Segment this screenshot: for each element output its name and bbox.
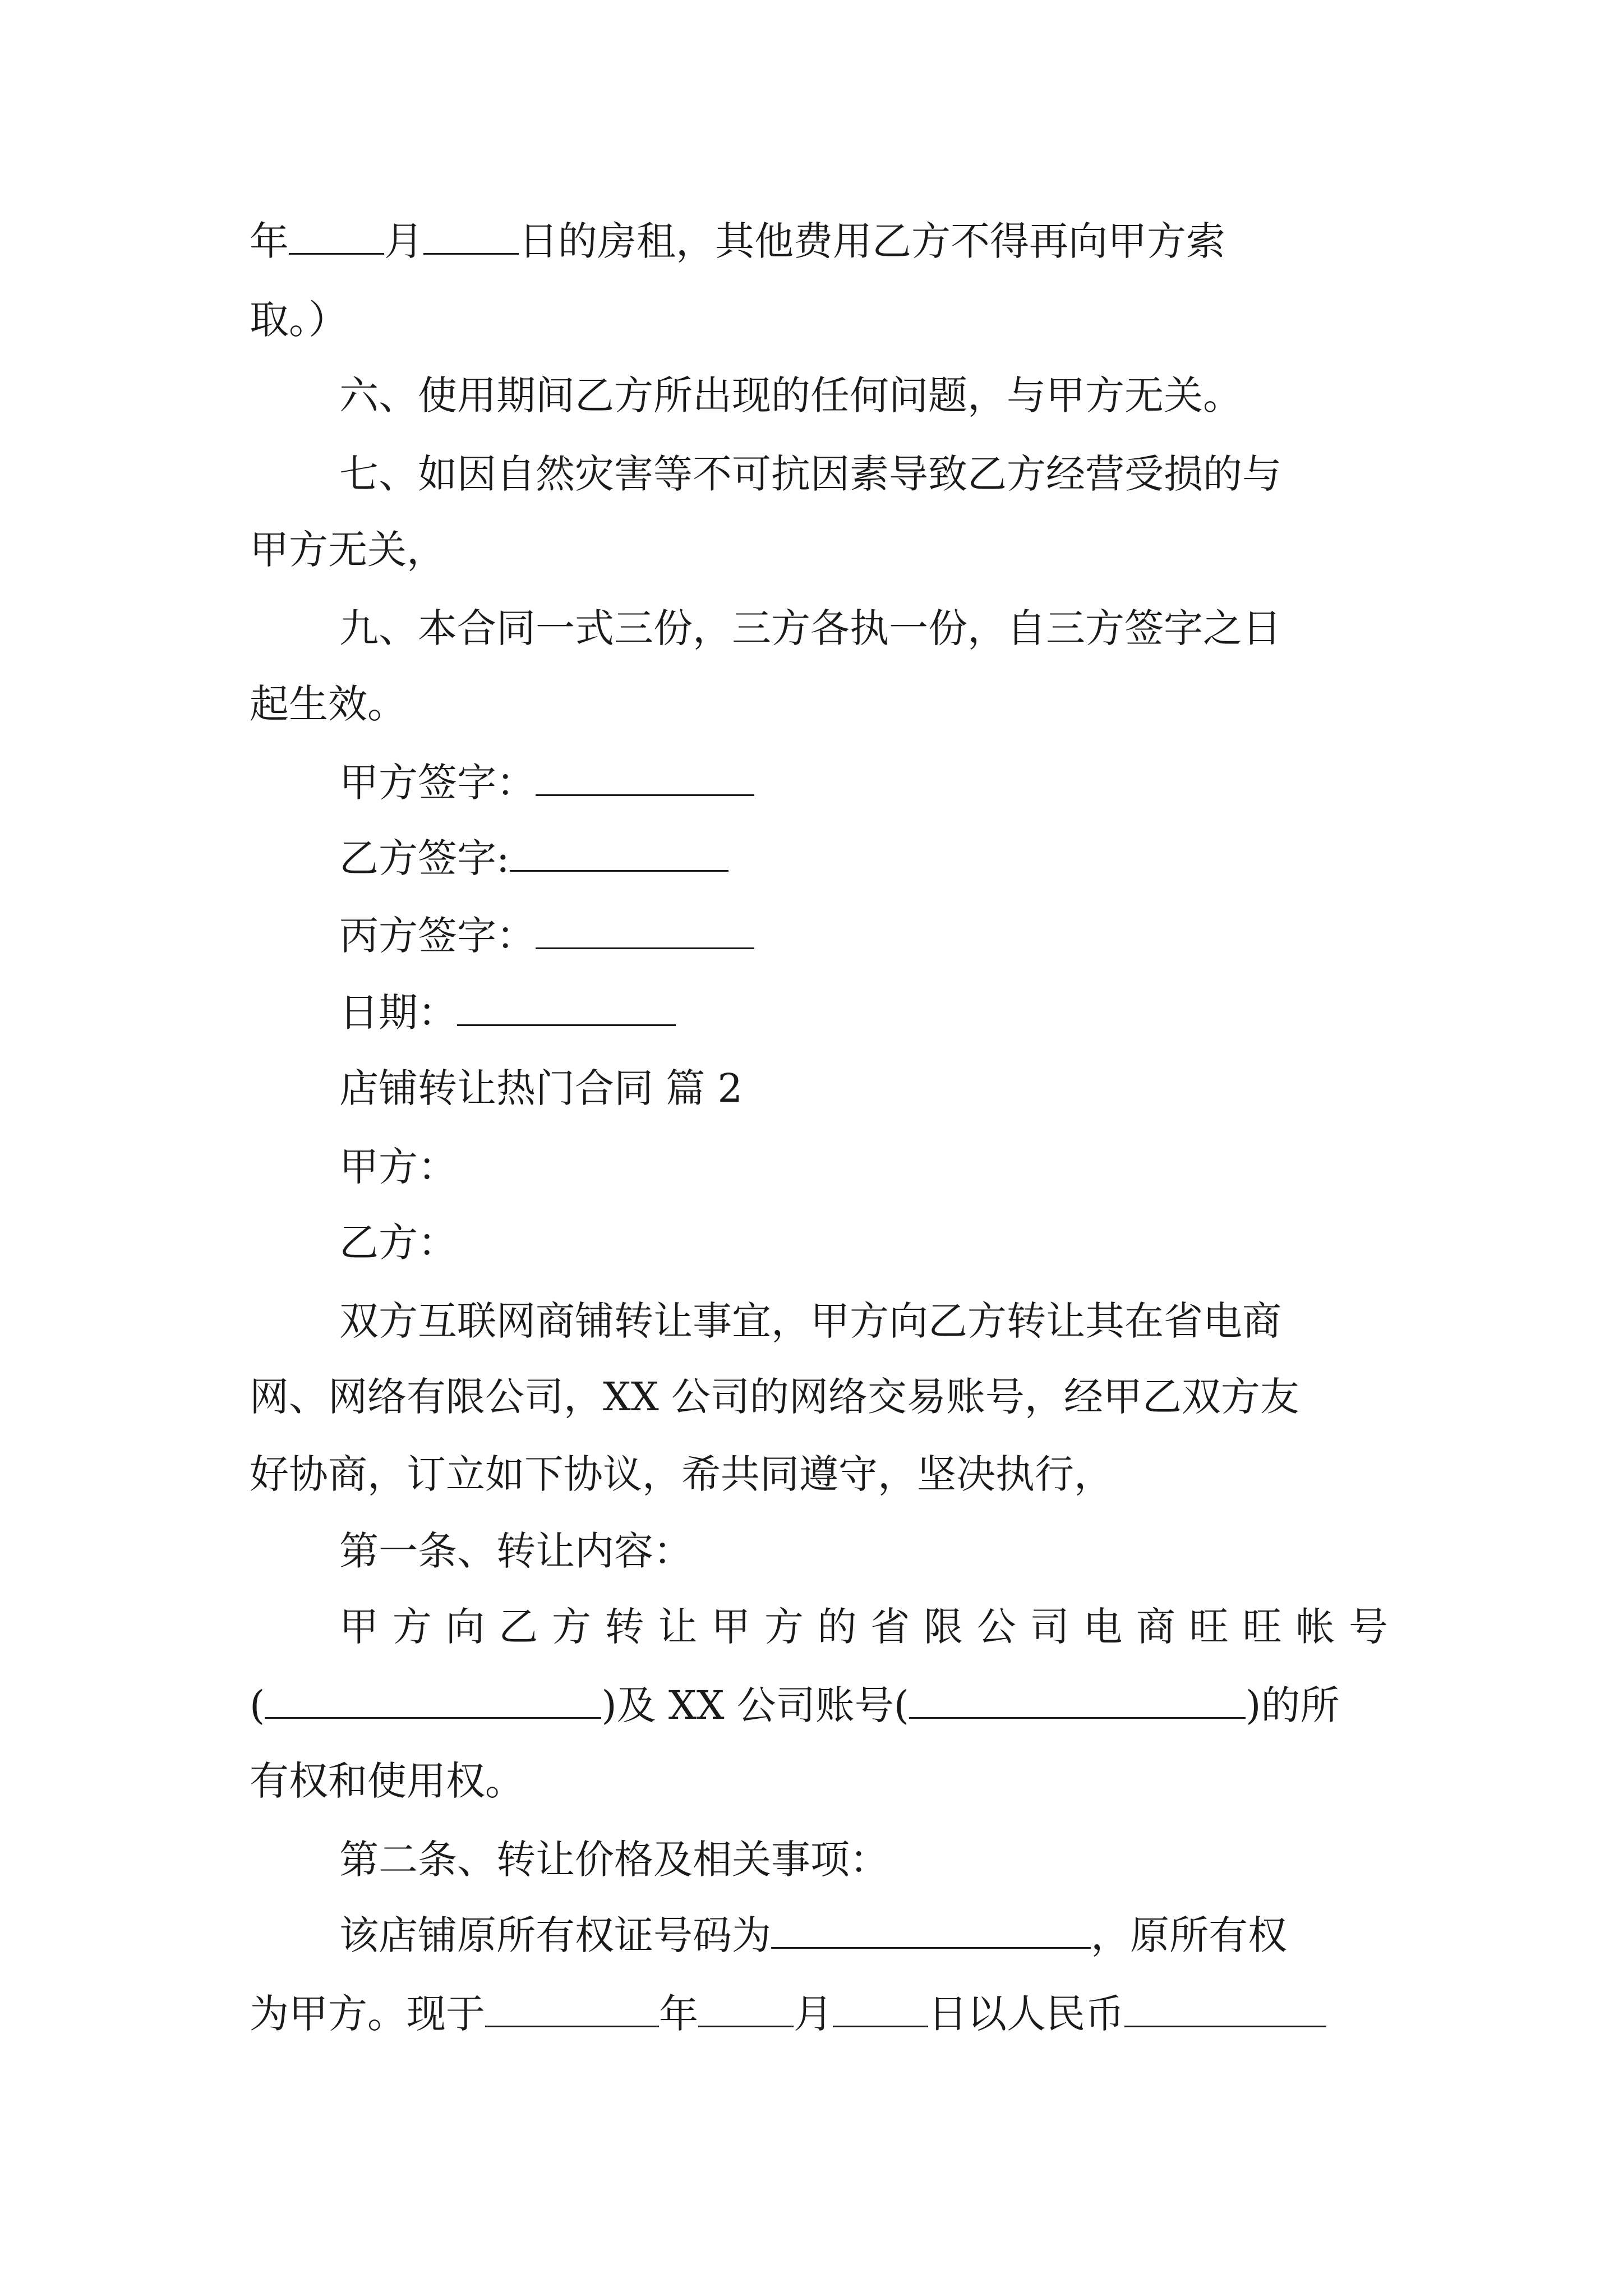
signature-date: [339, 984, 1388, 1041]
clause-six: 六、使用期间乙方所出现的任何问题，与甲方无关。: [339, 372, 1242, 418]
blank-xx-account: [909, 1680, 1246, 1719]
signature-date-blank: [457, 987, 676, 1026]
signature-party-a-blank: [536, 757, 754, 796]
intro-line-3: 好协商，订立如下协议，希共同遵守，坚决执行，: [250, 1451, 1113, 1497]
blank-day: [423, 216, 519, 255]
blank-month: [289, 216, 384, 255]
signature-party-a-label: 甲方签字：: [339, 760, 536, 806]
blank-transfer-year: [485, 1989, 659, 2027]
clause-nine-line-1: 九、本合同一式三份，三方各执一份，自三方签字之日: [339, 605, 1281, 651]
party-a-line: 甲方：: [339, 1144, 457, 1190]
signature-date-label: 日期：: [339, 990, 457, 1036]
clause-seven-line-2: 甲方无关，: [250, 527, 446, 573]
blank-certificate-number: [771, 1910, 1091, 1949]
intro-line-1: 双方互联网商铺转让事宜，甲方向乙方转让其在省电商: [339, 1298, 1281, 1344]
article-two-title: 第二条、转让价格及相关事项：: [339, 1837, 889, 1883]
article-one-line-2: [250, 1677, 1388, 1733]
article-one-line-3: 有权和使用权。: [250, 1758, 524, 1804]
text-xx-account: )及 XX 公司账号(: [601, 1682, 910, 1728]
signature-party-b: [339, 830, 1388, 886]
signature-party-c: [339, 908, 1388, 964]
section-heading: 店铺转让热门合同 篇 2: [339, 1065, 743, 1111]
paragraph-rent-end: 取。）: [250, 297, 348, 343]
signature-party-b-label: 乙方签字:: [339, 835, 510, 881]
party-b-line: 乙方：: [339, 1220, 457, 1266]
text-month-2: 月: [794, 1991, 833, 2037]
text-rmb: 日以人民币: [928, 1991, 1124, 2037]
signature-party-c-blank: [536, 910, 754, 949]
blank-transfer-day: [833, 1989, 928, 2027]
article-one-title: 第一条、转让内容：: [339, 1528, 693, 1574]
text-month: 月: [384, 218, 423, 264]
text-open-paren: (: [250, 1682, 265, 1728]
signature-party-c-label: 丙方签字：: [339, 913, 536, 959]
clause-seven-line-1: 七、如因自然灾害等不可抗因素导致乙方经营受损的与: [339, 451, 1281, 497]
text-party-a-now: 为甲方。现于: [250, 1991, 485, 2037]
text-certificate: 该店铺原所有权证号码为: [339, 1912, 771, 1958]
blank-wangwang-account: [265, 1680, 601, 1719]
signature-party-a: [339, 754, 1388, 811]
text-year-2: 年: [659, 1991, 698, 2037]
clause-nine-line-2: 起生效。: [250, 681, 407, 727]
article-two-line-2: [250, 1986, 1388, 2042]
blank-transfer-month: [698, 1989, 794, 2027]
text-ownership: )的所: [1246, 1682, 1340, 1728]
intro-line-2: 网、网络有限公司，XX 公司的网络交易账号，经甲乙双方友: [250, 1374, 1299, 1420]
text-rent-clause: 日的房租，其他费用乙方不得再向甲方索: [519, 218, 1225, 264]
article-two-line-1: [339, 1907, 1388, 1963]
paragraph-rent-continuation: [250, 213, 1388, 269]
signature-party-b-blank: [510, 833, 728, 872]
text-year: 年: [250, 218, 289, 264]
blank-amount: [1124, 1989, 1326, 2027]
article-one-line-1: 甲方向乙方转让甲方的省限公司电商旺旺帐号: [339, 1604, 1388, 1650]
text-original-owner: ，原所有权: [1091, 1912, 1287, 1958]
